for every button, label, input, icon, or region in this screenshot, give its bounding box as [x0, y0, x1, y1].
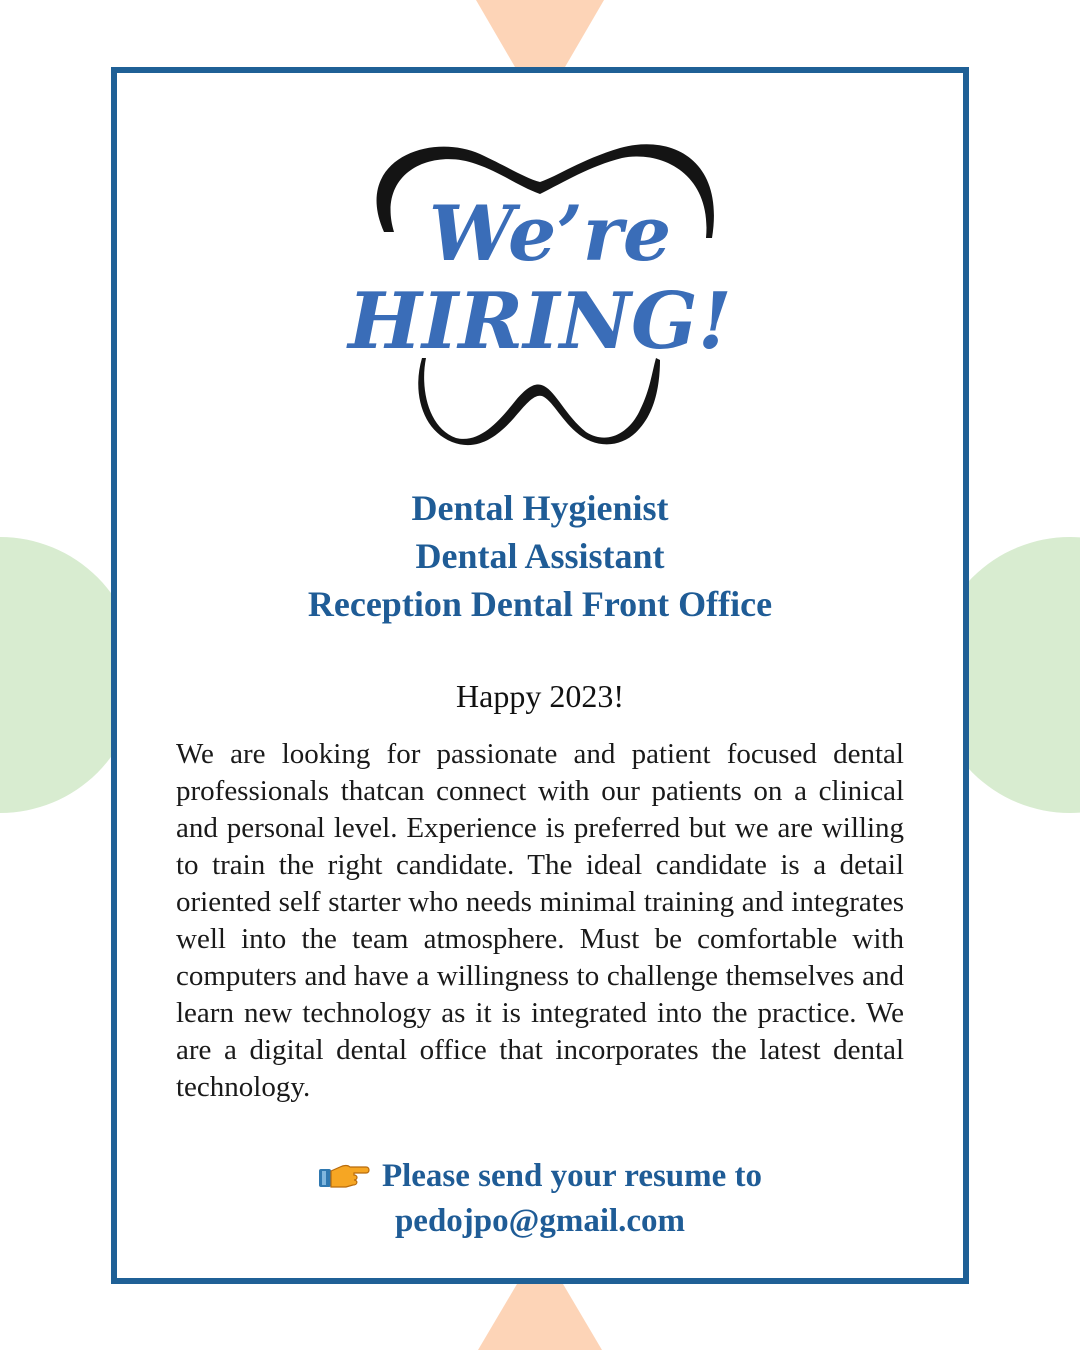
position-reception-front-office: Reception Dental Front Office: [307, 584, 773, 624]
call-to-action: [118, 1156, 962, 1241]
contact-email[interactable]: pedojpo@gmail.com: [394, 1203, 686, 1239]
job-description: We are looking for passionate and patient focused dental professionals thatcan connect with our patients on a clinical and personal level. Experience is preferred but we are willing to train the right candidate. The ideal candidate is a detail oriented self starter who needs minimal training and integrates well into the team atmosphere. Must be comfortable with computers and have a willingness to challenge themselves and learn new technology as it is integrated into the practice. We are a digital dental office that incorporates the latest dental technology.: [176, 738, 904, 1103]
tooth-outline-icon: [340, 120, 740, 450]
logo-line2: HIRING!: [348, 276, 732, 367]
cta-line: [318, 1156, 762, 1196]
position-dental-hygienist: Dental Hygienist: [411, 488, 669, 528]
pointing-hand-icon: [318, 1161, 370, 1191]
logo-line1: We’re: [428, 189, 672, 278]
cta-text: Please send your resume to: [381, 1158, 763, 1194]
tooth-hiring-logo: [340, 120, 740, 450]
position-dental-assistant: Dental Assistant: [415, 536, 665, 576]
greeting-text: Happy 2023!: [456, 678, 624, 714]
job-positions-list: [118, 484, 962, 628]
